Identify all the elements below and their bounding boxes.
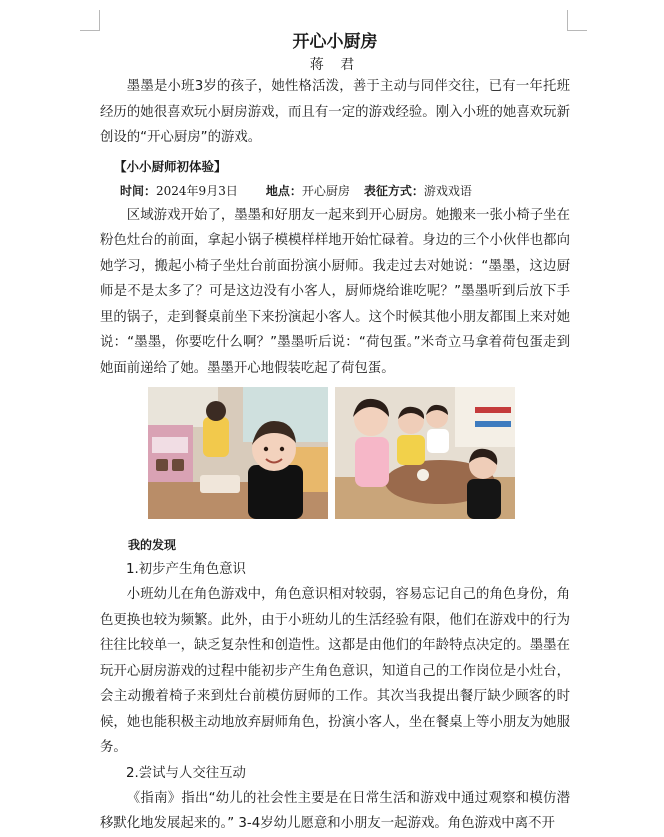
observation-paragraph: 区域游戏开始了，墨墨和好朋友一起来到开心厨房。她搬来一张小椅子坐在粉色灶台的前面，拿起小锅子模模样样地开始忙碌着。身边的三个小伙伴也都向她学习，搬起小椅子坐灶台前面扮演小厨师。我走过去对她说：“墨墨，这边厨师是不是太多了？可是这边没有小客人，厨师烧给谁吃呢？”墨墨听到后放下手里的锅子，走到餐桌前坐下来扮演起小客人。这个时候其他小朋友都围上来对她说：“墨墨，你要吃什么啊？”墨墨听后说：“荷包蛋。”米奇立马拿着荷包蛋走到她面前递给了她。墨墨开心地假装吃起了荷包蛋。 (100, 207, 570, 376)
time-label: 时间： (120, 183, 157, 198)
form-value: 游戏戏语 (423, 183, 472, 198)
time-value: 2024年9月3日 (156, 183, 238, 198)
intro-paragraph: 墨墨是小班3岁的孩子，她性格活泼，善于主动与同伴交往，已有一年托班经历的她很喜欢玩小厨房游戏，而且有一定的游戏经验。刚入小班的她喜欢玩新创设的“开心厨房”的游戏。 (100, 79, 570, 145)
crop-mark-top-right-horizontal (567, 30, 587, 31)
finding-1-title: 1.初步产生角色意识 (126, 562, 246, 577)
crop-mark-top-left-horizontal (80, 30, 100, 31)
crop-mark-top-left-vertical (99, 10, 100, 30)
document-title: 开心小厨房 (292, 32, 378, 52)
observation-meta (120, 179, 570, 203)
place-label: 地点： (265, 183, 302, 198)
form-label: 表征方式： (363, 183, 424, 198)
section-heading: 【小小厨师初体验】 (114, 158, 227, 174)
finding-2-text: 《指南》指出“幼儿的社会性主要是在日常生活和游戏中通过观察和模仿潜移默化地发展起来的。” 3-4岁幼儿愿意和小朋友一起游戏。角色游戏中离不开 (100, 790, 570, 831)
finding-2-title: 2.尝试与人交往互动 (126, 765, 246, 781)
findings-heading: 我的发现 (128, 538, 177, 552)
photo-row (100, 387, 570, 527)
document-page (100, 28, 570, 837)
crop-mark-top-right-vertical (567, 10, 568, 30)
finding-1-text: 小班幼儿在角色游戏中，角色意识相对较弱，容易忘记自己的角色身份，角色更换也较为频繁。此外，由于小班幼儿的生活经验有限，他们在游戏中的行为往往比较单一，缺乏复杂性和创造性。这都是由他们的年龄特点决定的。墨墨在玩开心厨房游戏的过程中能初步产生角色意识，知道自己的工作岗位是小灶台，会主动搬着椅子来到灶台前模仿厨师的工作。其次当我提出餐厅缺少顾客的时候，她也能积极主动地放弃厨师角色，扮演小客人，坐在餐桌上等小朋友为她服务。 (100, 587, 570, 755)
author-name: 蒋 君 (309, 57, 361, 73)
classroom-photo-children-at-table (335, 387, 515, 519)
place-value: 开心厨房 (301, 183, 350, 198)
classroom-photo-girl-at-stove (148, 387, 328, 519)
